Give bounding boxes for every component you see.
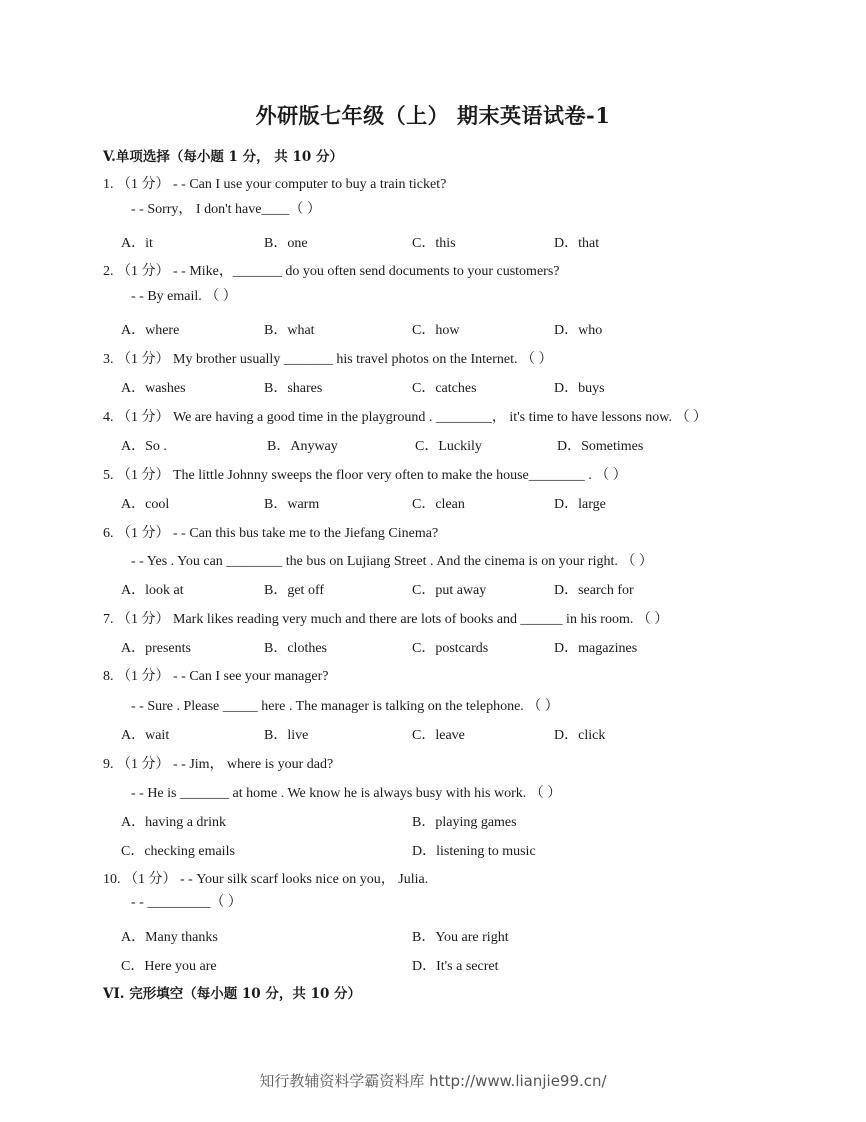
question-1-option-c: C．this bbox=[412, 236, 456, 251]
question-3-option-d: D．buys bbox=[554, 381, 605, 396]
question-4-option-d: D．Sometimes bbox=[557, 439, 644, 454]
question-10-option-c: C．Here you are bbox=[121, 959, 217, 974]
question-6-option-d: D．search for bbox=[554, 583, 634, 598]
question-3-option-c: C．catches bbox=[412, 381, 477, 396]
question-8-response: - - Sure . Please _____ here . The manager is talking on the telephone. （ ） bbox=[131, 699, 559, 714]
question-4-stem: 4. （1 分） We are having a good time in the playground . ________， it's time to have lessons now. （ ） bbox=[103, 410, 707, 425]
question-10-option-b: B．You are right bbox=[412, 930, 509, 945]
question-7-option-b: B．clothes bbox=[264, 641, 327, 656]
question-7-option-c: C．postcards bbox=[412, 641, 489, 656]
question-1-stem: 1. （1 分） - - Can I use your computer to buy a train ticket? bbox=[103, 177, 447, 192]
question-8-option-a: A．wait bbox=[121, 728, 170, 743]
question-8-option-d: D．click bbox=[554, 728, 606, 743]
question-10-option-a: A．Many thanks bbox=[121, 930, 218, 945]
question-9-stem: 9. （1 分） - - Jim， where is your dad? bbox=[103, 757, 334, 772]
question-9-option-a: A．having a drink bbox=[121, 815, 226, 830]
question-3-option-a: A．washes bbox=[121, 381, 186, 396]
question-2-stem: 2. （1 分） - - Mike，_______ do you often send documents to your customers? bbox=[103, 264, 560, 279]
question-1-option-b: B．one bbox=[264, 236, 308, 251]
question-2-option-a: A．where bbox=[121, 323, 180, 338]
question-5-option-a: A．cool bbox=[121, 497, 170, 512]
question-9-option-d: D．listening to music bbox=[412, 844, 536, 859]
question-8-option-c: C．leave bbox=[412, 728, 465, 743]
question-2-option-b: B．what bbox=[264, 323, 315, 338]
question-9-option-b: B．playing games bbox=[412, 815, 517, 830]
footer-watermark: 知行教辅资料学霸资料库 http://www.lianjie99.cn/ bbox=[259, 1072, 607, 1090]
question-2-response: - - By email. （ ） bbox=[131, 289, 237, 304]
question-2-option-c: C．how bbox=[412, 323, 460, 338]
question-9-response: - - He is _______ at home . We know he is always busy with his work. （ ） bbox=[131, 786, 562, 801]
question-4-option-a: A．So . bbox=[121, 439, 167, 454]
question-5-option-d: D．large bbox=[554, 497, 606, 512]
question-9-option-c: C．checking emails bbox=[121, 844, 235, 859]
question-5-stem: 5. （1 分） The little Johnny sweeps the floor very often to make the house________ . （ ） bbox=[103, 468, 627, 483]
question-6-option-b: B．get off bbox=[264, 583, 325, 598]
question-4-option-c: C．Luckily bbox=[415, 439, 482, 454]
question-7-option-d: D．magazines bbox=[554, 641, 638, 656]
question-5-option-c: C．clean bbox=[412, 497, 465, 512]
question-6-response: - - Yes . You can ________ the bus on Lujiang Street . And the cinema is on your right. （ ） bbox=[131, 554, 653, 569]
question-4-option-b: B．Anyway bbox=[267, 439, 338, 454]
section-heading-single-choice: V.单项选择（每小题 1 分， 共 10 分） bbox=[103, 149, 343, 165]
question-3-option-b: B．shares bbox=[264, 381, 323, 396]
question-8-stem: 8. （1 分） - - Can I see your manager? bbox=[103, 669, 329, 684]
question-7-option-a: A．presents bbox=[121, 641, 191, 656]
question-7-stem: 7. （1 分） Mark likes reading very much and there are lots of books and ______ in his room. （ ） bbox=[103, 612, 669, 627]
question-6-option-c: C．put away bbox=[412, 583, 487, 598]
question-6-option-a: A．look at bbox=[121, 583, 184, 598]
question-10-response: - - _________（ ） bbox=[131, 895, 242, 910]
section-heading-cloze: VI. 完形填空（每小题 10 分，共 10 分） bbox=[103, 986, 362, 1002]
question-1-option-d: D．that bbox=[554, 236, 600, 251]
page-title: 外研版七年级（上） 期末英语试卷-1 bbox=[255, 103, 611, 128]
question-2-option-d: D．who bbox=[554, 323, 603, 338]
question-3-stem: 3. （1 分） My brother usually _______ his travel photos on the Internet. （ ） bbox=[103, 352, 553, 367]
question-1-response: - - Sorry， I don't have____（ ） bbox=[131, 202, 321, 217]
question-6-stem: 6. （1 分） - - Can this bus take me to the Jiefang Cinema? bbox=[103, 526, 439, 541]
question-10-option-d: D．It's a secret bbox=[412, 959, 499, 974]
question-1-option-a: A．it bbox=[121, 236, 153, 251]
question-10-stem: 10. （1 分） - - Your silk scarf looks nice on you， Julia. bbox=[103, 872, 429, 887]
question-5-option-b: B．warm bbox=[264, 497, 320, 512]
question-8-option-b: B．live bbox=[264, 728, 309, 743]
